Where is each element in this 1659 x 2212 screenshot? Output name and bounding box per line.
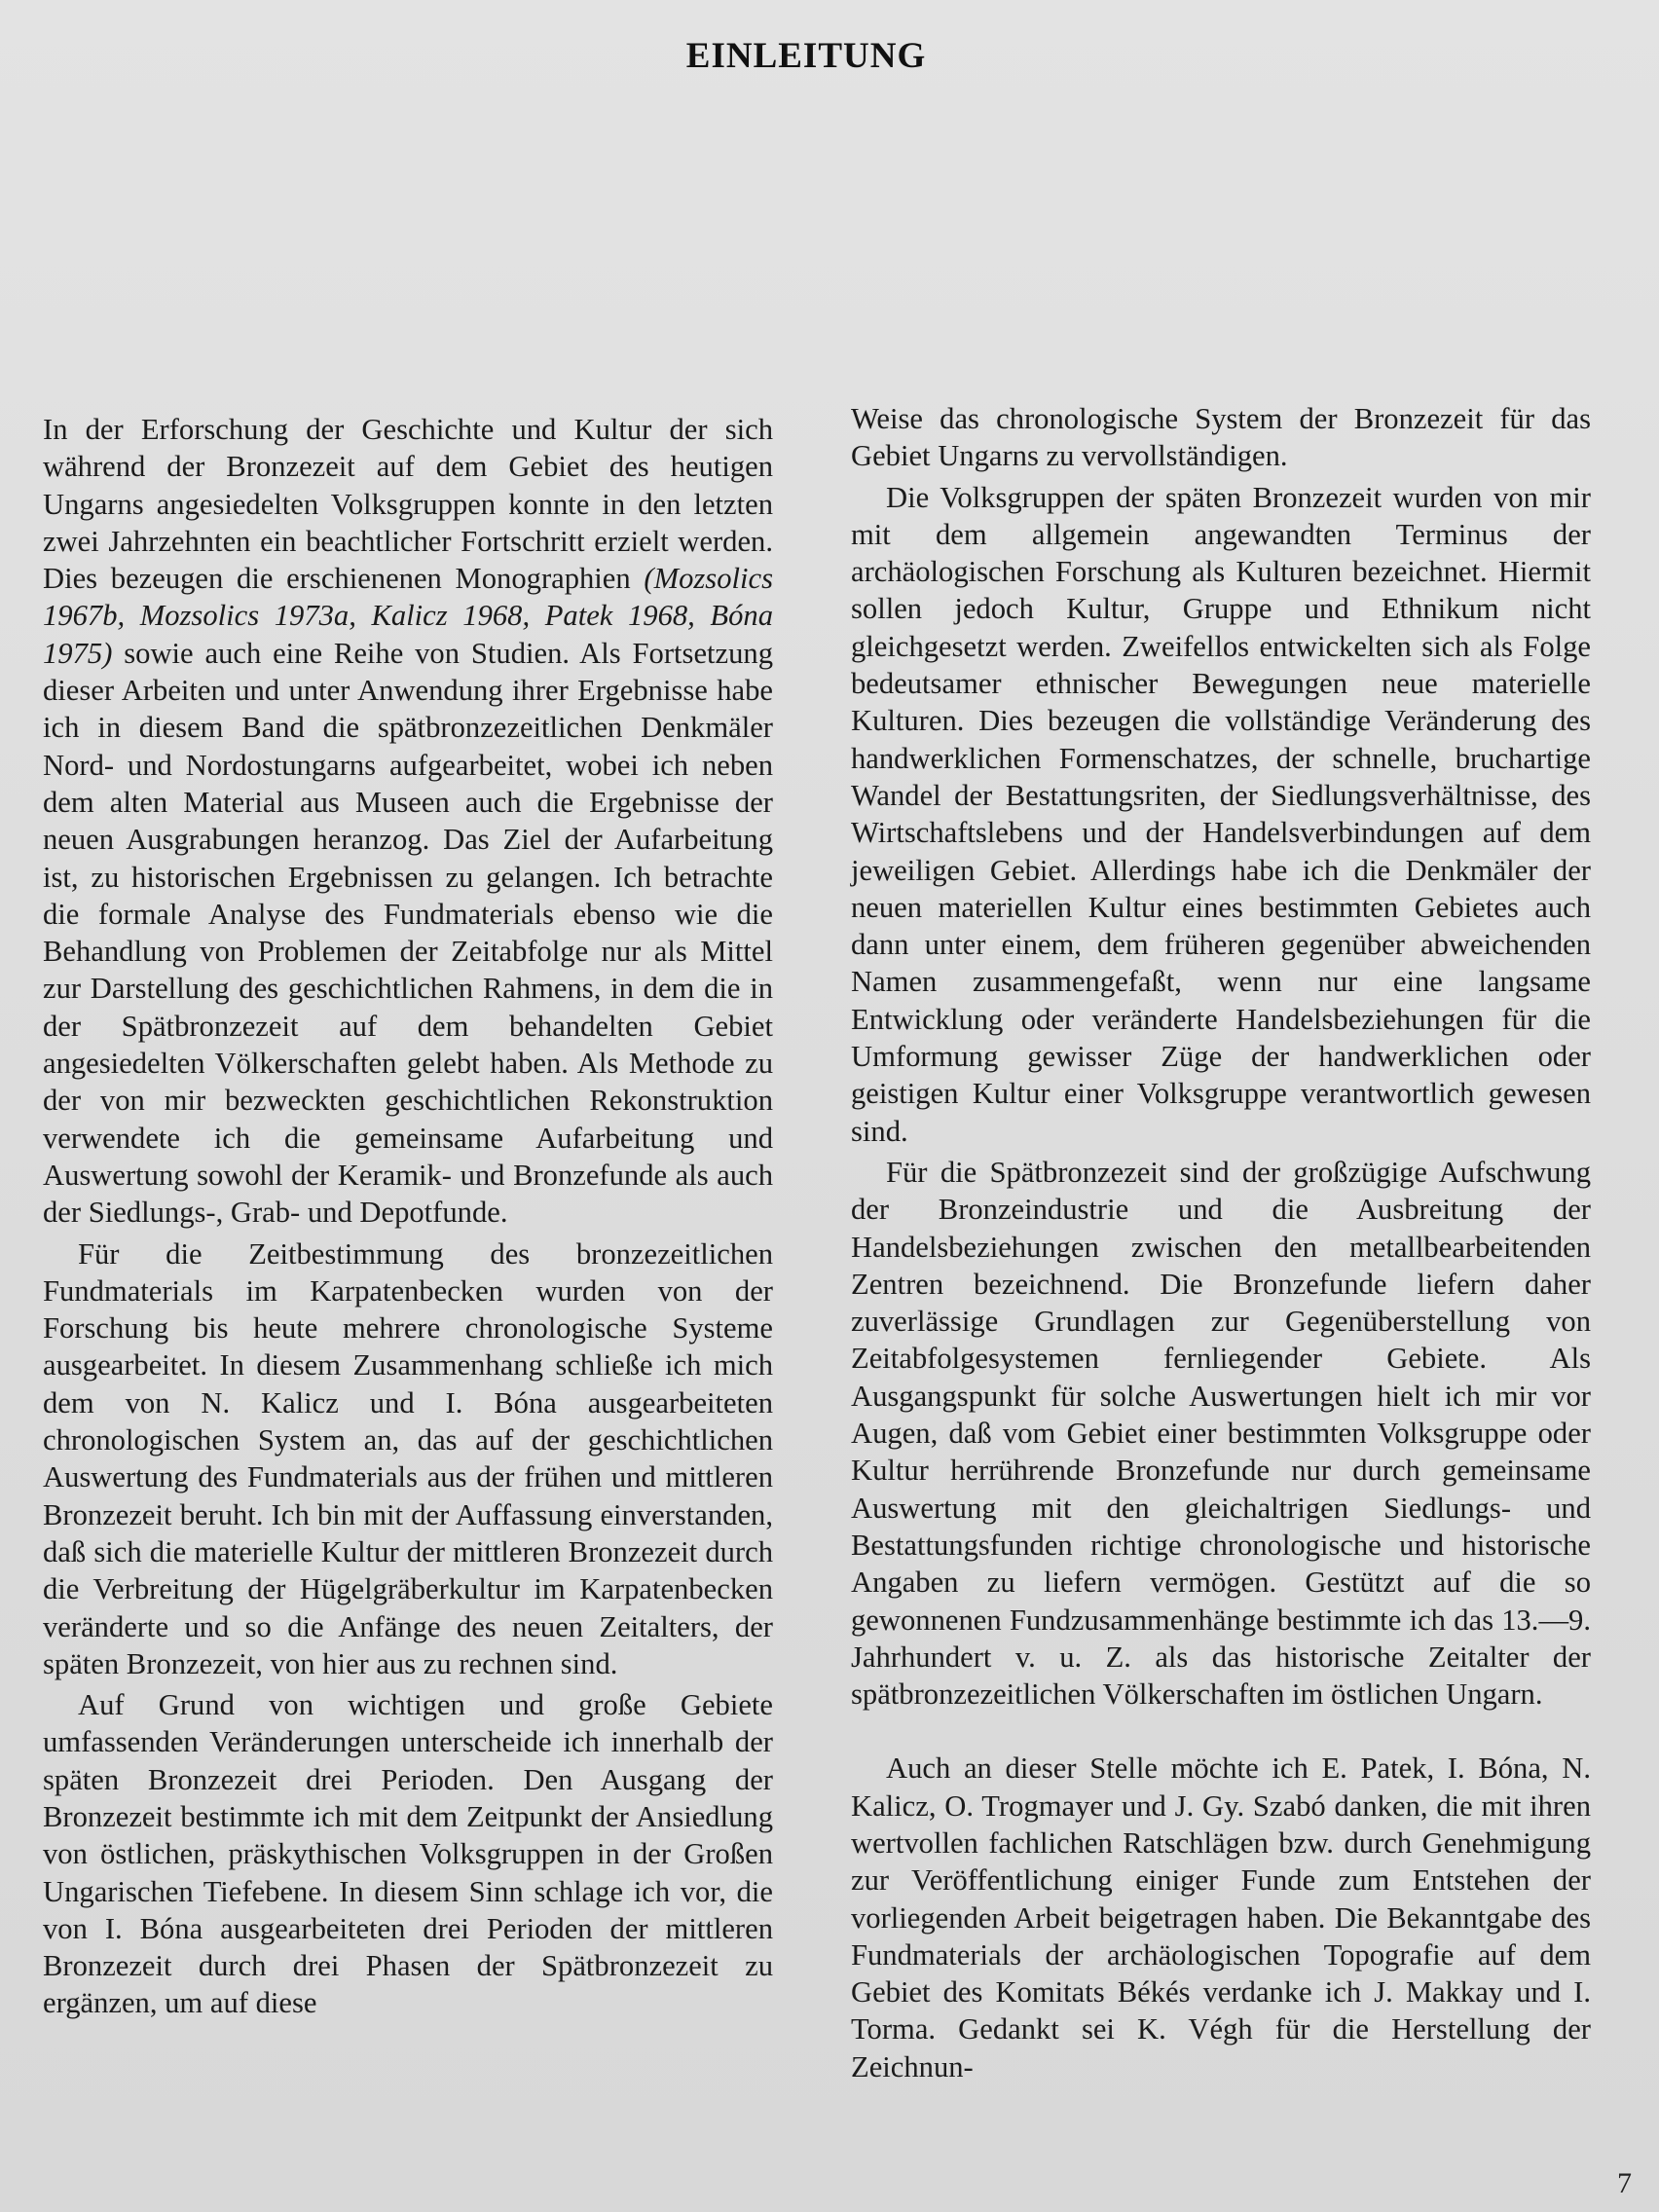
paragraph-text: sowie auch eine Reihe von Studien. Als Fortsetzung dieser Arbeiten und unter Anwendung ihrer Ergebnisse habe ich in diesem Band die spätbronzezeitlichen Denkmäler Nord- und Nordostungarns aufgearbeitet, wobei ich neben dem alten Material aus Museen auch die Ergebnisse der neuen Ausgrabungen heranzog. Das Ziel der Aufarbeitung ist, zu historischen Ergebnissen zu gelangen. Ich betrachte die formale Analyse des Fundmaterials ebenso wie die Behandlung von Problemen der Zeitabfolge nur als Mittel zur Darstellung des geschichtlichen Rahmens, in dem die in der Spätbronzezeit auf dem behandelten Gebiet angesiedelten Völkerschaften gelebt haben. Als Methode zu der von mir bezweckten geschichtlichen Rekonstruktion verwendete ich die gemeinsame Aufarbeitung und Auswertung sowohl der Keramik- und Bronzefunde als auch der Siedlungs-, Grab- und Depotfunde.: [43, 636, 773, 1230]
paragraph: Weise das chronologische System der Bronzezeit für das Gebiet Ungarns zu vervollständigen.: [851, 402, 1591, 473]
page-title: EINLEITUNG: [685, 36, 927, 76]
page-number: 7: [1617, 2167, 1632, 2199]
paragraph: Die Volksgruppen der späten Bronzezeit wurden von mir mit dem allgemein angewandten Terminus der archäologischen Forschung als Kulturen bezeichnet. Hiermit sollen jedoch Kultur, Gruppe und Ethnikum nicht gleichgesetzt werden. Zweifellos entwickelten sich als Folge bedeutsamer ethnischer Bewegungen neue materielle Kulturen. Dies bezeugen die vollständige Veränderung des handwerklichen Formenschatzes, der schnelle, bruchartige Wandel der Bestattungsriten, der Siedlungsverhältnisse, des Wirtschaftslebens und der Handelsverbindungen auf dem jeweiligen Gebiet. Allerdings habe ich die Denkmäler der neuen materiellen Kultur eines bestimmten Gebietes auch dann unter einem, dem früheren gegenüber abweichenden Namen zusammengefaßt, wenn nur eine langsame Entwicklung oder veränderte Handelsbeziehungen für die Umformung gewisser Züge der handwerklichen oder geistigen Kultur einer Volksgruppe verantwortlich gewesen sind.: [851, 480, 1591, 1148]
right-text-column: [851, 400, 1591, 2085]
paragraph-text: In der Erforschung der Geschichte und Kultur der sich während der Bronzezeit auf dem Gebiet des heutigen Ungarns angesiedelten Volksgruppen konnte in den letzten zwei Jahrzehnten ein beachtlicher Fortschritt erzielt werden. Dies bezeugen die erschienenen Monographien: [43, 413, 773, 596]
citation: (Mozsolics 1967b, Mozsolics 1973a, Kalicz 1968, Patek 1968, Bóna 1975): [43, 562, 773, 670]
acknowledgement-paragraph: Auch an dieser Stelle möchte ich E. Patek, I. Bóna, N. Kalicz, O. Trogmayer und J. Gy. Szabó danken, die mit ihren wertvollen fachlichen Ratschlägen bzw. durch Genehmigung zur Veröffentlichung einiger Funde zum Entstehen der vorliegenden Arbeit beigetragen haben. Die Bekanntgabe des Fundmaterials der archäologischen Topografie auf dem Gebiet des Komitats Békés verdanke ich J. Makkay und I. Torma. Gedankt sei K. Végh für die Herstellung der Zeichnun-: [851, 1751, 1591, 2083]
paragraph: Auf Grund von wichtigen und große Gebiete umfassenden Veränderungen unterscheide ich innerhalb der späten Bronzezeit drei Perioden. Den Ausgang der Bronzezeit bestimmte ich mit dem Zeitpunkt der Ansiedlung von östlichen, präskythischen Volksgruppen in der Großen Ungarischen Tiefebene. In diesem Sinn schlage ich vor, die von I. Bóna ausgearbeiteten drei Perioden der mittleren Bronzezeit durch drei Phasen der Spätbronzezeit zu ergänzen, um auf diese: [43, 1688, 773, 2020]
paragraph: Für die Spätbronzezeit sind der großzügige Aufschwung der Bronzeindustrie und die Ausbreitung der Handelsbeziehungen zwischen den metallbearbeitenden Zentren bezeichnend. Die Bronzefunde liefern daher zuverlässige Grundlagen zur Gegenüberstellung von Zeitabfolgesystemen fernliegender Gebiete. Als Ausgangspunkt für solche Auswertungen hielt ich mir vor Augen, daß vom Gebiet einer bestimmten Volksgruppe oder Kultur herrührende Bronzefunde nur durch gemeinsame Auswertung mit den gleichaltrigen Siedlungs- und Bestattungsfunden richtige chronologische und historische Angaben zu liefern vermögen. Gestützt auf die so gewonnenen Fundzusammenhänge bestimmte ich das 13.—9. Jahrhundert v. u. Z. als das historische Zeitalter der spätbronzezeitlichen Völkerschaften im östlichen Ungarn.: [851, 1155, 1591, 1712]
left-text-column: [43, 411, 773, 2022]
paragraph: Für die Zeitbestimmung des bronzezeitlichen Fundmaterials im Karpatenbecken wurden von der Forschung bis heute mehrere chronologische Systeme ausgearbeitet. In diesem Zusammenhang schließe ich mich dem von N. Kalicz und I. Bóna ausgearbeiteten chronologischen System an, das auf der geschichtlichen Auswertung des Fundmaterials aus der frühen und mittleren Bronzezeit beruht. Ich bin mit der Auffassung einverstanden, daß sich die materielle Kultur der mittleren Bronzezeit durch die Verbreitung der Hügelgräberkultur im Karpatenbecken veränderte und so die Anfänge des neuen Zeitalters, der späten Bronzezeit, von hier aus zu rechnen sind.: [43, 1236, 773, 1680]
paragraph: [43, 411, 773, 1232]
